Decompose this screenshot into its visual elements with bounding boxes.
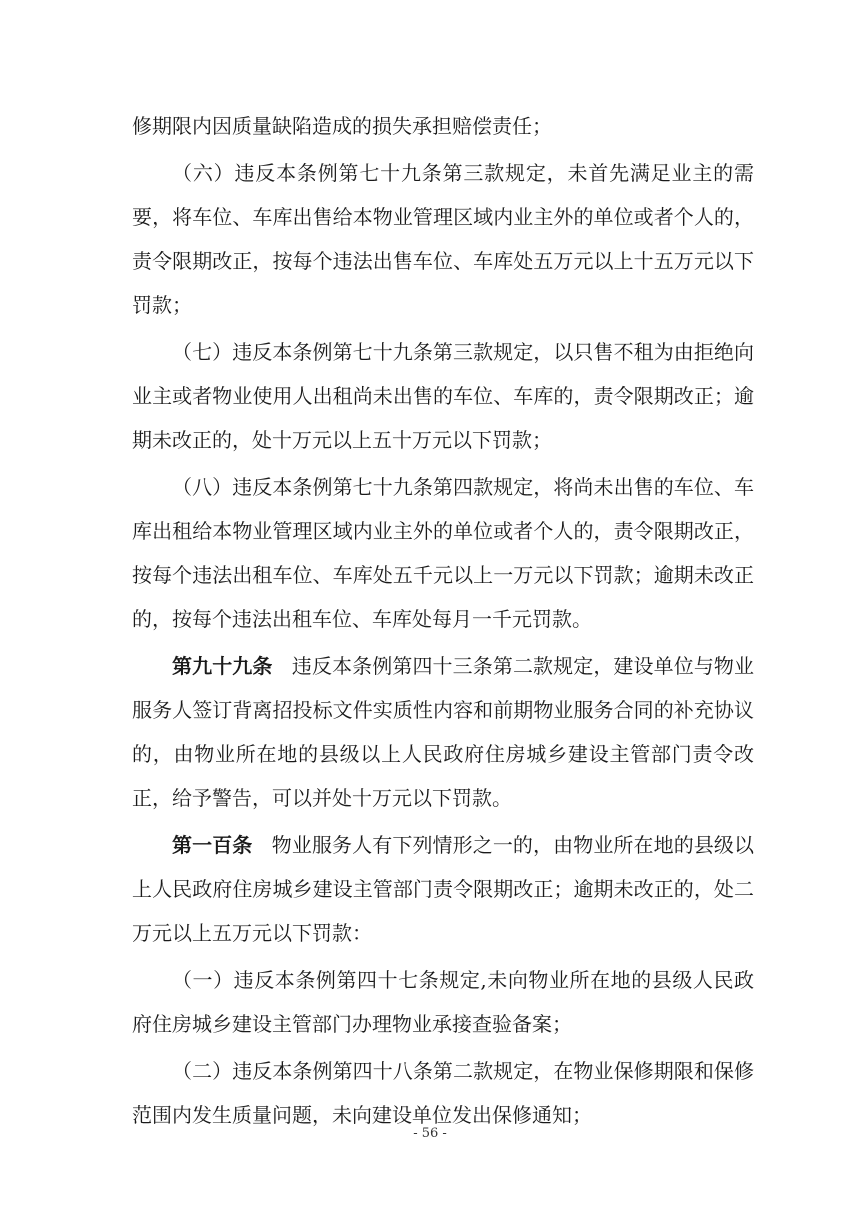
paragraph-text: 违反本条例第四十三条第二款规定，建设单位与物业服务人签订背离招投标文件实质性内容和前期物业服务合同的补充协议的，由物业所在地的县级以上人民政府住房城乡建设主管部门责令改正，给予警告，可以并处十万元以下罚款。 (132, 654, 755, 810)
paragraph-item-6 (132, 151, 754, 327)
paragraph-text: （八）违反本条例第七十九条第四款规定，将尚未出售的车位、车库出租给本物业管理区域内业主外的单位或者个人的，责令限期改正，按每个违法出租车位、车库处五千元以上一万元以下罚款；逾期未改正的，按每个违法出租车位、车库处每月一千元罚款。 (132, 475, 754, 631)
paragraph-text: 物业服务人有下列情形之一的，由物业所在地的县级以上人民政府住房城乡建设主管部门责令限期改正；逾期未改正的，处二万元以上五万元以下罚款： (132, 833, 755, 945)
article-100 (132, 823, 754, 955)
document-body (132, 104, 754, 1140)
paragraph-item-1 (132, 958, 754, 1046)
article-heading: 第一百条 (172, 833, 253, 857)
page-number: - 56 - (413, 1126, 447, 1141)
paragraph-text: （一）违反本条例第四十七条规定,未向物业所在地的县级人民政府住房城乡建设主管部门办理物业承接查验备案； (132, 968, 754, 1036)
paragraph-continuation (132, 104, 754, 148)
paragraph-item-7 (132, 330, 754, 462)
paragraph-text: 修期限内因质量缺陷造成的损失承担赔偿责任； (132, 114, 552, 138)
paragraph-item-2 (132, 1049, 754, 1137)
paragraph-text: （六）违反本条例第七十九条第三款规定，未首先满足业主的需要，将车位、车库出售给本物业管理区域内业主外的单位或者个人的，责令限期改正，按每个违法出售车位、车库处五万元以上十五万元以下罚款； (132, 161, 754, 317)
paragraph-text: （二）违反本条例第四十八条第二款规定，在物业保修期限和保修范围内发生质量问题，未向建设单位发出保修通知； (132, 1059, 754, 1127)
article-heading: 第九十九条 (172, 654, 273, 678)
paragraph-item-8 (132, 465, 754, 641)
paragraph-text: （七）违反本条例第七十九条第三款规定，以只售不租为由拒绝向业主或者物业使用人出租尚未出售的车位、车库的，责令限期改正；逾期未改正的，处十万元以上五十万元以下罚款； (132, 340, 754, 452)
article-99 (132, 644, 754, 820)
